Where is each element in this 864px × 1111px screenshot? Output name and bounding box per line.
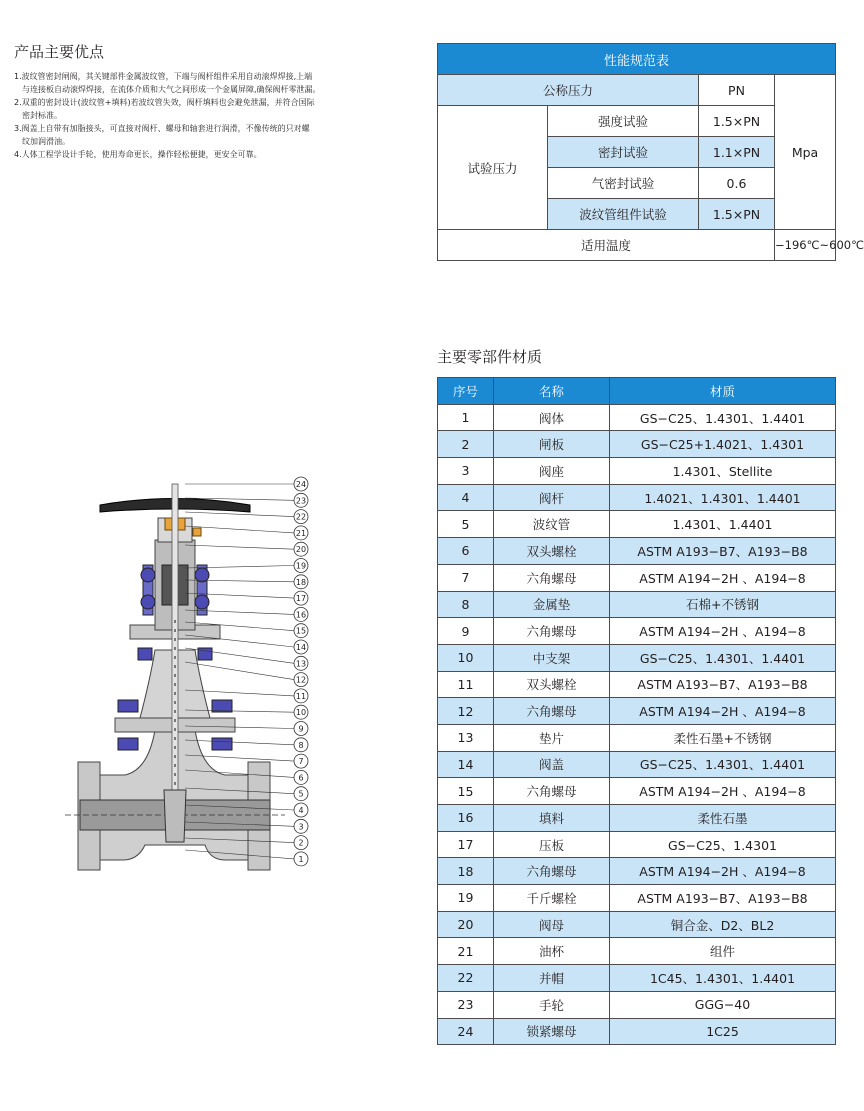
part-name: 千斤螺栓 [494,885,610,912]
gate-disc [164,790,186,842]
nut-right [212,700,232,712]
part-name: 波纹管 [494,511,610,538]
part-material: 组件 [610,938,836,965]
callout-number: 22 [295,512,307,522]
parts-row [438,991,836,1018]
advantage-line: 1.波纹管密封闸阀，其关键部件金属波纹管，下端与阀杆组件采用自动滚焊焊接,上端 [14,72,313,81]
part-material: GGG−40 [610,991,836,1018]
part-material: 1.4301、1.4401 [610,511,836,538]
test-value: 1.1×PN [699,137,775,168]
part-number: 19 [438,885,494,912]
parts-row [438,698,836,725]
part-number: 4 [438,484,494,511]
parts-row [438,564,836,591]
part-material: GS−C25、1.4301 [610,831,836,858]
part-material: ASTM A194−2H 、A194−8 [610,778,836,805]
part-name: 六角螺母 [494,858,610,885]
part-name: 六角螺母 [494,698,610,725]
parts-row [438,484,836,511]
parts-row [438,805,836,832]
part-name: 油杯 [494,938,610,965]
part-material: ASTM A194−2H 、A194−8 [610,618,836,645]
part-material: ASTM A193−B7、A193−B8 [610,671,836,698]
spec-table [437,43,864,261]
parts-table-body [438,404,836,1045]
nut [141,568,155,582]
part-number: 1 [438,404,494,431]
part-name: 六角螺母 [494,778,610,805]
part-material: ASTM A194−2H 、A194−8 [610,698,836,725]
advantages-list [14,70,374,161]
part-name: 阀体 [494,404,610,431]
part-name: 双头螺栓 [494,538,610,565]
parts-row [438,911,836,938]
part-material: 铜合金、D2、BL2 [610,911,836,938]
parts-row [438,591,836,618]
nut [138,648,152,660]
callout-leader [185,662,294,680]
parts-row [438,1018,836,1045]
part-name: 六角螺母 [494,618,610,645]
part-material: 1C45、1.4301、1.4401 [610,965,836,992]
part-name: 闸板 [494,431,610,458]
parts-row [438,724,836,751]
callout-leader [185,545,294,549]
part-number: 22 [438,965,494,992]
nut-left [118,738,138,750]
callout-leader [185,512,294,517]
callout-number: 15 [295,626,307,636]
nominal-pressure-value: PN [699,75,775,106]
parts-row [438,431,836,458]
part-name: 压板 [494,831,610,858]
callout-number: 9 [298,724,304,734]
gate-valve-diagram [60,470,330,880]
callout-number: 2 [298,838,304,848]
part-number: 23 [438,991,494,1018]
part-number: 11 [438,671,494,698]
parts-row [438,831,836,858]
callout-number: 5 [298,789,304,799]
parts-row [438,404,836,431]
advantage-line: 4.人体工程学设计手轮，使用寿命更长，操作轻松便捷，更安全可靠。 [14,150,262,159]
test-value: 1.5×PN [699,199,775,230]
part-name: 阀盖 [494,751,610,778]
part-material: 1.4021、1.4301、1.4401 [610,484,836,511]
part-number: 18 [438,858,494,885]
parts-table [437,377,836,1045]
nut [195,595,209,609]
callout-number: 7 [298,757,304,767]
temperature-label: 适用温度 [438,230,775,261]
part-number: 20 [438,911,494,938]
nominal-pressure-label: 公称压力 [438,75,699,106]
part-number: 6 [438,538,494,565]
callout-number: 1 [298,854,304,864]
parts-row [438,965,836,992]
part-material: ASTM A193−B7、A193−B8 [610,538,836,565]
advantage-line: 3.阀盖上自带有加脂接头，可直接对阀杆、螺母和轴套进行润滑，不像传统的只对螺 [14,124,310,133]
callout-number: 14 [295,643,307,652]
part-number: 15 [438,778,494,805]
part-material: GS−C25、1.4301、1.4401 [610,751,836,778]
callout-number: 20 [295,545,307,555]
part-name: 填料 [494,805,610,832]
parts-row [438,644,836,671]
part-number: 7 [438,564,494,591]
parts-row [438,751,836,778]
part-number: 9 [438,618,494,645]
test-value: 0.6 [699,168,775,199]
test-value: 1.5×PN [699,106,775,137]
test-name: 密封试验 [548,137,699,168]
part-number: 3 [438,458,494,485]
part-material: GS−C25、1.4301、1.4401 [610,404,836,431]
part-name: 阀座 [494,458,610,485]
test-pressure-label: 试验压力 [438,106,548,230]
parts-row [438,618,836,645]
col-header-material: 材质 [610,378,836,405]
advantages-title: 产品主要优点 [14,43,105,61]
nut-left [118,700,138,712]
part-material: ASTM A194−2H 、A194−8 [610,858,836,885]
callout-number: 10 [295,708,307,718]
part-material: 柔性石墨 [610,805,836,832]
part-material: GS−C25、1.4301、1.4401 [610,644,836,671]
nut [141,595,155,609]
part-number: 21 [438,938,494,965]
parts-row [438,778,836,805]
parts-row [438,458,836,485]
parts-table-title: 主要零部件材质 [437,348,543,366]
part-name: 垫片 [494,724,610,751]
callout-number: 6 [298,773,304,783]
callout-number: 18 [295,577,307,587]
part-material: ASTM A194−2H 、A194−8 [610,564,836,591]
callout-number: 21 [295,528,307,538]
part-number: 24 [438,1018,494,1045]
advantage-line: 2.双重的密封设计(波纹管+填料)若波纹管失效，阀杆填料也会避免泄漏，并符合国际 [14,98,315,107]
part-name: 中支架 [494,644,610,671]
advantage-line: 密封标准。 [22,111,62,120]
part-material: ASTM A193−B7、A193−B8 [610,885,836,912]
part-name: 阀杆 [494,484,610,511]
callout-number: 16 [295,610,307,620]
col-header-name: 名称 [494,378,610,405]
temperature-value: −196℃~600℃ [775,230,836,261]
parts-row [438,938,836,965]
advantage-line: 纹加润滑油。 [22,137,70,146]
part-number: 10 [438,644,494,671]
part-material: 石棉+不锈钢 [610,591,836,618]
callout-number: 23 [295,496,307,506]
part-number: 8 [438,591,494,618]
callout-leader [185,740,294,745]
part-material: 1C25 [610,1018,836,1045]
col-header-no: 序号 [438,378,494,405]
part-material: 柔性石墨+不锈钢 [610,724,836,751]
pressure-unit: Mpa [775,75,836,230]
callout-number: 12 [295,675,307,685]
part-name: 手轮 [494,991,610,1018]
parts-row [438,511,836,538]
callout-leader [185,635,294,647]
part-name: 金属垫 [494,591,610,618]
parts-row [438,885,836,912]
part-number: 13 [438,724,494,751]
nut-right [212,738,232,750]
part-number: 5 [438,511,494,538]
test-name: 强度试验 [548,106,699,137]
part-material: 1.4301、Stellite [610,458,836,485]
callout-number: 17 [295,594,307,604]
part-number: 17 [438,831,494,858]
part-number: 2 [438,431,494,458]
part-material: GS−C25+1.4021、1.4301 [610,431,836,458]
part-number: 16 [438,805,494,832]
part-name: 并帽 [494,965,610,992]
callout-number: 4 [298,806,304,815]
callout-number: 8 [298,740,304,750]
part-name: 锁紧螺母 [494,1018,610,1045]
parts-row [438,671,836,698]
part-number: 14 [438,751,494,778]
callout-number: 19 [295,561,307,571]
callout-number: 3 [298,822,304,832]
callout-number: 11 [295,691,307,701]
parts-row [438,858,836,885]
callout-number: 24 [295,480,307,489]
grease-cup [193,528,201,536]
nut [198,648,212,660]
part-number: 12 [438,698,494,725]
test-name: 波纹管组件试验 [548,199,699,230]
part-name: 双头螺栓 [494,671,610,698]
test-name: 气密封试验 [548,168,699,199]
part-name: 阀母 [494,911,610,938]
part-name: 六角螺母 [494,564,610,591]
advantage-line: 与连接板自动滚焊焊接，在流体介质和大气之间形成一个金属屏障,确保阀杆零泄漏。 [22,85,321,94]
callout-number: 13 [295,659,307,669]
parts-row [438,538,836,565]
spec-table-title: 性能规范表 [438,44,836,75]
